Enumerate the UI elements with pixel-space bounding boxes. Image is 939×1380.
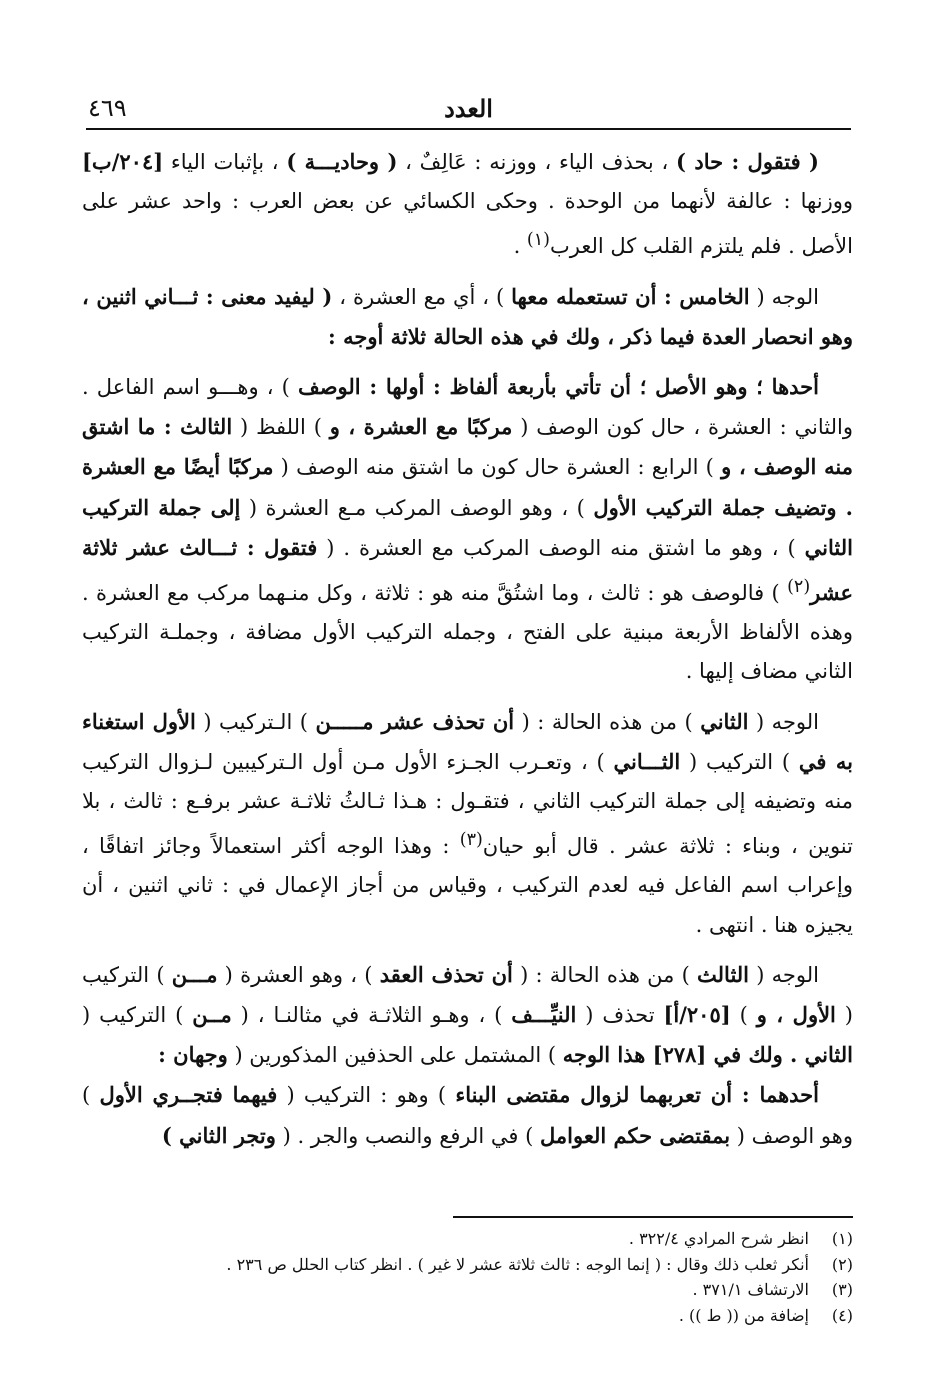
text-segment: ) ، وهو العشرة ( <box>217 962 380 987</box>
paragraph-4 <box>82 702 853 945</box>
text-segment: ) المشتمل على الحذفين المذكورين ( <box>227 1043 563 1068</box>
footnote-text: أنكر ثعلب ذلك وقال : ( إنما الوجه : ثالث ثلاثة عشر لا غير ) . انظر كتاب الحلل ص ٢٣٦ . <box>226 1254 809 1274</box>
text-segment: ) الرابع : العشرة حال كون ما اشتق منه الوصف ( <box>273 455 722 480</box>
footnote-divider <box>453 1216 853 1218</box>
body-text <box>82 142 853 1156</box>
footnote-item <box>82 1226 853 1252</box>
text-segment: وجهان : <box>158 1042 228 1068</box>
text-segment: الثاني . ولك في [٢٧٨] هذا الوجه <box>562 1042 853 1068</box>
text-segment: ) ، وهـــو اسم الفاعل . والثاني : العشرة ، حال كون الوصف ( <box>82 375 853 440</box>
text-segment: أن تحذف العقد <box>379 961 513 987</box>
footnote-mark: (١) <box>831 1229 853 1248</box>
footnote-text: الارتشاف ٣٧١/١ . <box>692 1280 809 1299</box>
text-segment: ) التركيب ( <box>680 749 799 774</box>
text-segment: ) في الرفع والنصب والجر . ( <box>275 1123 541 1148</box>
footnote-text: انظر شرح المرادي ٣٢٢/٤ . <box>628 1229 809 1248</box>
text-segment: ) <box>730 1003 757 1028</box>
text-segment: الوجه ( <box>748 709 820 734</box>
text-segment: مركبًا مع العشرة ، و <box>329 414 513 440</box>
paragraph-5 <box>82 955 853 1076</box>
text-segment: تحذف ( <box>576 1003 664 1028</box>
footnote-mark: (٤) <box>831 1305 853 1325</box>
text-segment: إلى جملة التركيب الثاني <box>82 494 853 560</box>
text-segment: الأول استغناء به في <box>82 708 853 774</box>
text-segment: ) من هذه الحالة : ( <box>512 962 698 987</box>
text-segment: ( وحاديـــة ) <box>286 149 398 174</box>
text-segment: مـــن <box>171 961 218 987</box>
text-segment: ) ، وهو ما اشتق منه الوصف المركب مع العشرة . ( <box>317 535 805 560</box>
text-segment: أحدها ؛ وهو الأصل ؛ أن تأتي بأربعة ألفاظ : أولها : الوصف <box>297 374 819 400</box>
text-segment: ( فتقول : حاد ) <box>676 149 819 174</box>
running-header <box>86 92 851 130</box>
footnote-item <box>82 1252 853 1278</box>
paragraph-3 <box>82 367 853 692</box>
folio-marker: [٢٠٤/ب] <box>82 149 164 174</box>
footnote-text: إضافة من (( ط )) . <box>678 1305 809 1325</box>
text-segment: ) التركيب ( <box>82 962 854 1028</box>
text-segment: ) ، وتعـرب الجـزء الأول مـن أول الـتركيبين لـزوال التركيب منه وتضيفه إلى جملة التركيب الثاني ، فتقـول : هـذا ثـالثُ ثلاثـة عشر برفـع : ثالث ، بلا تنوين ، وبناء : ثلاثة عشر . قال أبو حيان <box>82 749 853 859</box>
paragraph-6 <box>82 1075 853 1155</box>
text-segment: ) التركيب ( <box>82 1003 193 1028</box>
text-segment: الوجه ( <box>749 284 819 309</box>
page-number: ٤٦٩ <box>88 94 127 122</box>
text-segment: ( ليفيد معنى : ثـــاني اثنين ، وهو انحصار العدة فيما ذكر ، ولك في هذه الحالة ثلاثة أوجه : <box>82 283 853 349</box>
footnote-item <box>82 1277 853 1303</box>
text-segment: الخامس : أن تستعمله معها <box>511 283 750 309</box>
text-segment: النيِّـــف <box>511 1002 577 1028</box>
text-segment: ، بإثبات الياء <box>163 150 287 174</box>
text-segment: أن تحذف عشر مـــــن <box>315 708 515 734</box>
text-segment: الثالث <box>697 961 750 987</box>
text-segment: . <box>513 234 527 259</box>
text-segment: الثالث : ما اشتق منه الوصف ، و <box>82 414 853 480</box>
text-segment: ) ، وهـو الثلاثـة في مثالنـا ، ( <box>231 1003 512 1028</box>
footnote-ref: (١) <box>526 230 550 251</box>
footnote-item <box>82 1303 853 1329</box>
text-segment: ) من هذه الحالة : ( <box>514 709 701 734</box>
text-segment: الوجه ( <box>749 962 819 987</box>
text-segment: الأول ، و <box>756 1002 836 1028</box>
text-segment: مــن <box>192 1002 232 1028</box>
footnote-ref: (٢) <box>787 577 811 598</box>
text-segment: فيهما فتجــري الأول <box>99 1082 278 1108</box>
text-segment: فتقول : ثـــالث عشر ثلاثة عشر <box>82 534 853 606</box>
footnote-ref: (٣) <box>459 830 483 851</box>
text-segment: ) الـتركيب ( <box>195 709 316 734</box>
text-segment: ) ، أي مع العشرة ، <box>332 284 512 309</box>
text-segment: ) وهو الوصف ( <box>82 1083 853 1148</box>
paragraph-1 <box>82 142 853 267</box>
footnote-mark: (٣) <box>831 1280 853 1299</box>
text-segment: ووزنها : عالفة لأنهما من الوحدة . وحكى الكسائي عن بعض العرب : واحد عشر على الأصل . فلم يلتزم القلب كل العرب <box>82 189 853 259</box>
text-segment: الثاني <box>700 708 749 734</box>
chapter-title: العدد <box>444 94 493 123</box>
text-segment: مركبًا أيضًا مع العشرة . وتضيف جملة التركيب الأول <box>82 454 853 520</box>
text-segment: الثـــاني <box>613 748 681 774</box>
paragraph-2 <box>82 277 853 357</box>
text-segment: ) ، وهو الوصف المركب مـع العشرة ( <box>240 495 594 520</box>
text-segment: أحدهما : أن تعربهما لزوال مقتضى البناء <box>455 1082 819 1108</box>
text-segment: ) فالوصف هو : ثالث ، وما اشتُقَّ منه هو : ثلاثة ، وكل منـهما مركب مع العشرة . وهذه الألفاظ الأربعة مبنية على الفتح ، وجمله التركيب الأول مضافة ، وجملـة التركيب الثاني مضاف إليها . <box>82 581 853 684</box>
text-segment: وتجر الثاني ) <box>161 1122 276 1148</box>
footnote-mark: (٢) <box>831 1254 853 1274</box>
text-segment: ) وهو : التركيب ( <box>277 1083 456 1108</box>
text-segment: بمقتضى حكم العوامل <box>540 1122 731 1148</box>
folio-marker: [٢٠٥/أ] <box>663 1002 731 1028</box>
text-segment: ، بحذف الياء ، ووزنه : عَالِفٌ ، <box>397 150 677 174</box>
text-segment: ) اللفظ ( <box>232 415 330 440</box>
text-segment: : وهذا الوجه أكثر استعمالاً وجائز اتفاقًا ، وإعراب اسم الفاعل فيه لعدم التركيب ، وقياس من أجاز الإعمال في : ثاني اثنين ، أن يجيزه هنا . انتهى . <box>82 834 853 937</box>
footnotes <box>82 1226 853 1328</box>
